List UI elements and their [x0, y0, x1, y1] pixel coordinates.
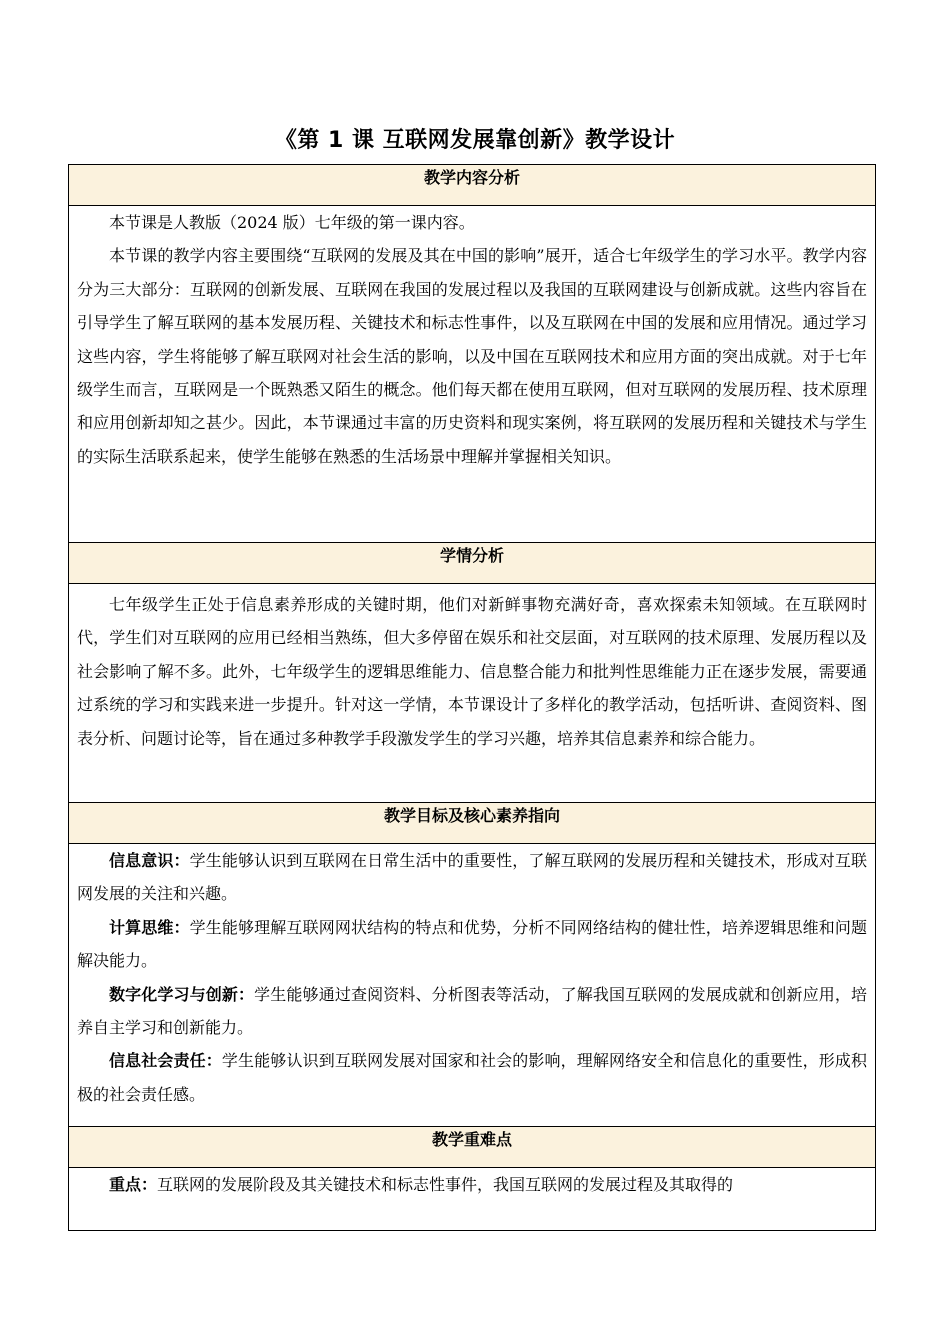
key-point-text: 互联网的发展阶段及其关键技术和标志性事件，我国互联网的发展过程及其取得的	[157, 1175, 734, 1194]
paragraph: 本节课是人教版（2024 版）七年级的第一课内容。	[109, 213, 475, 232]
lesson-plan-table	[68, 164, 876, 1231]
section-header-objectives: 教学目标及核心素养指向	[69, 803, 876, 844]
objective-text: 学生能够认识到互联网在日常生活中的重要性，了解互联网的发展历程和关键技术，形成对互联网发展的关注和兴趣。	[77, 851, 867, 904]
section-body-objectives	[69, 844, 876, 1127]
section-body-learner-analysis	[69, 584, 876, 803]
objective-text: 学生能够认识到互联网发展对国家和社会的影响，理解网络安全和信息化的重要性，形成积极的社会责任感。	[77, 1051, 867, 1104]
objective-lead: 信息意识：	[109, 851, 190, 870]
key-point-item	[77, 1168, 867, 1201]
objective-text: 学生能够理解互联网网状结构的特点和优势，分析不同网络结构的健壮性，培养逻辑思维和问题解决能力。	[77, 917, 867, 971]
key-point-lead: 重点：	[109, 1175, 158, 1194]
section-header-learner-analysis: 学情分析	[69, 543, 876, 584]
document-title: 《第 1 课 互联网发展靠创新》教学设计	[274, 128, 676, 153]
objective-item	[77, 978, 867, 1045]
paragraph: 本节课的教学内容主要围绕“互联网的发展及其在中国的影响”展开，适合七年级学生的学习水平。教学内容分为三大部分：互联网的创新发展、互联网在我国的发展过程以及我国的互联网建设与创新成就。这些内容旨在引导学生了解互联网的基本发展历程、关键技术和标志性事件，以及互联网在中国的发展和应用情况。通过学习这些内容，学生将能够了解互联网对社会生活的影响，以及中国在互联网技术和应用方面的突出成就。对于七年级学生而言，互联网是一个既熟悉又陌生的概念。他们每天都在使用互联网，但对互联网的发展历程、技术原理和应用创新却知之甚少。因此，本节课通过丰富的历史资料和现实案例，将互联网的发展历程和关键技术与学生的实际生活联系起来，使学生能够在熟悉的生活场景中理解并掌握相关知识。	[77, 246, 867, 466]
section-body-key-points	[69, 1168, 876, 1231]
objective-text: 学生能够通过查阅资料、分析图表等活动，了解我国互联网的发展成就和创新应用，培养自主学习和创新能力。	[77, 984, 867, 1038]
section-header-content-analysis: 教学内容分析	[69, 165, 876, 206]
objective-lead: 计算思维：	[109, 917, 190, 937]
section-body-content-analysis	[69, 206, 876, 543]
objective-lead: 信息社会责任：	[109, 1051, 222, 1071]
objective-item	[77, 844, 867, 911]
section-header-key-points: 教学重难点	[69, 1127, 876, 1168]
objective-item	[77, 1044, 867, 1111]
objective-item	[77, 911, 867, 978]
objective-lead: 数字化学习与创新：	[109, 984, 255, 1004]
paragraph: 七年级学生正处于信息素养形成的关键时期，他们对新鲜事物充满好奇，喜欢探索未知领域。在互联网时代，学生们对互联网的应用已经相当熟练，但大多停留在娱乐和社交层面，对互联网的技术原理、发展历程以及社会影响了解不多。此外，七年级学生的逻辑思维能力、信息整合能力和批判性思维能力正在逐步发展，需要通过系统的学习和实践来进一步提升。针对这一学情，本节课设计了多样化的教学活动，包括听讲、查阅资料、图表分析、问题讨论等，旨在通过多种教学手段激发学生的学习兴趣，培养其信息素养和综合能力。	[77, 595, 867, 748]
